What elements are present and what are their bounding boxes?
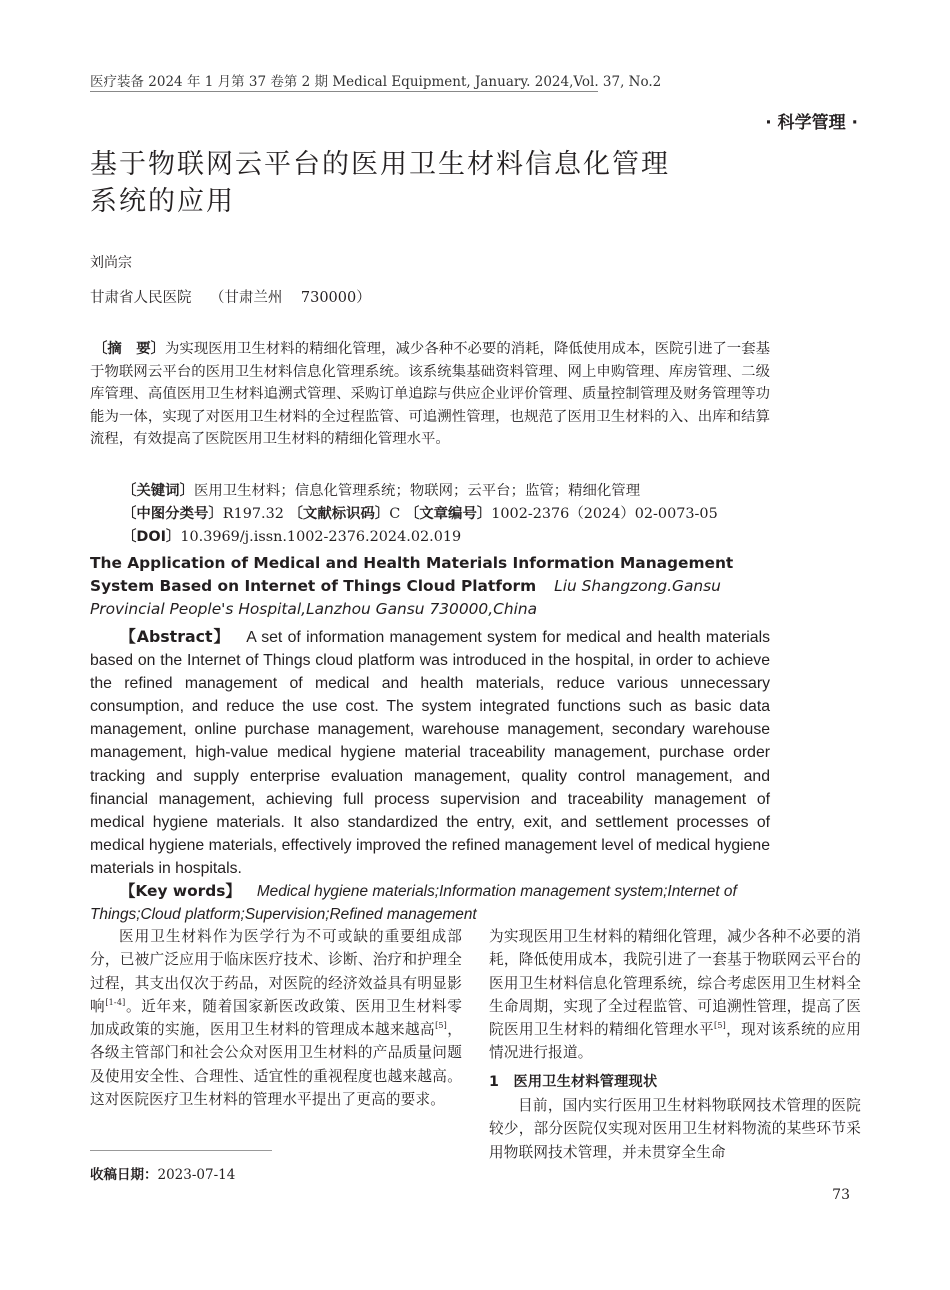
doi-label: 〔DOI〕 (122, 529, 181, 545)
section-paragraph: 目前，国内实行医用卫生材料物联网技术管理的医院较少，部分医院仅实现对医用卫生材料物流的某些环节采用物联网技术管理，并未贯穿全生命 (489, 1097, 861, 1161)
intro-text-4: 为实现医用卫生材料的精细化管理，减少各种不必要的消耗，降低使用成本，我院引进了一套基于物联网云平台的医用卫生材料信息化管理系统，综合考虑医用卫生材料全生命周期，实现了全过程监管、可追溯性管理，提高了医院医用卫生材料的精细化管理水平 (489, 928, 861, 1039)
doi-value: 10.3969/j.issn.1002-2376.2024.02.019 (180, 529, 462, 545)
intro-text-5: ，现对该系统的应用情况进行报道。 (489, 1021, 861, 1062)
english-title: The Application of Medical and Health Materials Information Management System Based on Internet of Things Cloud Platform (90, 554, 734, 595)
citation: [5] (714, 1021, 726, 1031)
en-keywords-text: Medical hygiene materials;Information management system;Internet of Things;Cloud platform;Supervision;Refined management (90, 883, 737, 923)
citation: [5] (435, 1021, 447, 1031)
doc-id-value: C (389, 506, 401, 522)
en-abstract-text: A set of information management system for medical and health materials based on the Internet of Things cloud platform was introduced in the hospital, in order to achieve the refined management of medical and health materials, reduce various unnecessary consumption, and reduce the use cost. The system integrated functions such as basic data management, online purchase management, warehouse management, secondary warehouse management, high-value medical hygiene material traceability management, purchase order tracking and supply enterprise evaluation management, quality control management, and financial management, achieving full process supervision and traceability management of medical hygiene materials. It also standardized the entry, exit, and settlement processes of medical hygiene materials, effectively improved the refined management level of medical hygiene materials in hospitals. (90, 629, 771, 877)
title-line-1: 基于物联网云平台的医用卫生材料信息化管理 (90, 149, 670, 180)
doi-line (122, 525, 461, 546)
author-name: 刘尚宗 (90, 255, 132, 271)
doc-id-label: 〔文献标识码〕 (288, 506, 390, 522)
classification-line (122, 502, 718, 523)
title-line-2: 系统的应用 (90, 186, 235, 217)
english-title-block (90, 552, 770, 621)
author-affiliation: 甘肃省人民医院 （甘肃兰州 730000） (90, 290, 371, 306)
class-label: 〔中图分类号〕 (122, 506, 223, 522)
intro-text-1: 医用卫生材料作为医学行为不可或缺的重要组成部分，已被广泛应用于临床医疗技术、诊断、治疗和护理全过程，其支出仅次于药品，对医院的经济效益具有明显影响 (90, 928, 462, 1015)
english-keywords (90, 880, 770, 926)
article-no-value: 1002-2376（2024）02-0073-05 (491, 506, 718, 522)
article-title (90, 146, 790, 220)
received-label: 收稿日期： (90, 1167, 158, 1183)
section-tag: · 科学管理 · (765, 113, 858, 133)
english-author: Liu Shangzong.Gansu Provincial People's Hospital,Lanzhou Gansu 730000,China (90, 577, 721, 618)
citation: [1-4] (105, 997, 126, 1007)
intro-continuation (489, 925, 861, 1065)
en-abstract-label: 【Abstract】 (120, 627, 231, 646)
english-abstract (90, 625, 770, 880)
class-value: R197.32 (222, 506, 284, 522)
footnote-divider (90, 1150, 272, 1151)
cn-keywords (122, 479, 640, 500)
cn-abstract-text: 为实现医用卫生材料的精细化管理，减少各种不必要的消耗，降低使用成本，医院引进了一套基于物联网云平台的医用卫生材料信息化管理系统。该系统集基础资料管理、网上申购管理、库房管理、二级库管理、高值医用卫生材料追溯式管理、采购订单追踪与供应企业评价管理、质量控制管理及财务管理等功能为一体，实现了对医用卫生材料的全过程监管、可追溯性管理，也规范了医用卫生材料的入、出库和结算流程，有效提高了医院医用卫生材料的精细化管理水平。 (90, 341, 770, 447)
cn-abstract-label: 〔摘 要〕 (93, 341, 166, 357)
section-heading: 1 医用卫生材料管理现状 (489, 1073, 658, 1090)
header-divider (90, 91, 598, 92)
cn-keywords-text: 医用卫生材料；信息化管理系统；物联网；云平台；监管；精细化管理 (193, 483, 641, 499)
page-number: 73 (832, 1187, 850, 1203)
cn-keywords-label: 〔关键词〕 (122, 483, 194, 499)
running-header: 医疗装备 2024 年 1 月第 37 卷第 2 期 Medical Equipment, January. 2024,Vol. 37, No.2 (90, 74, 662, 90)
article-no-label: 〔文章编号〕 (404, 506, 492, 522)
received-date: 2023-07-14 (157, 1167, 236, 1183)
body-left-column (90, 925, 462, 1111)
en-keywords-label: 【Key words】 (120, 882, 241, 900)
body-right-column (489, 925, 861, 1164)
intro-text-3: ，各级主管部门和社会公众对医用卫生材料的产品质量问题及使用安全性、合理性、适宜性的重视程度也越来越高。这对医院医疗卫生材料的管理水平提出了更高的要求。 (90, 1021, 463, 1109)
chinese-abstract (90, 338, 770, 451)
intro-text-2: 。近年来，随着国家新医改政策、医用卫生材料零加成政策的实施，医用卫生材料的管理成本越来越高 (90, 997, 463, 1039)
received-date-footnote (90, 1163, 235, 1183)
